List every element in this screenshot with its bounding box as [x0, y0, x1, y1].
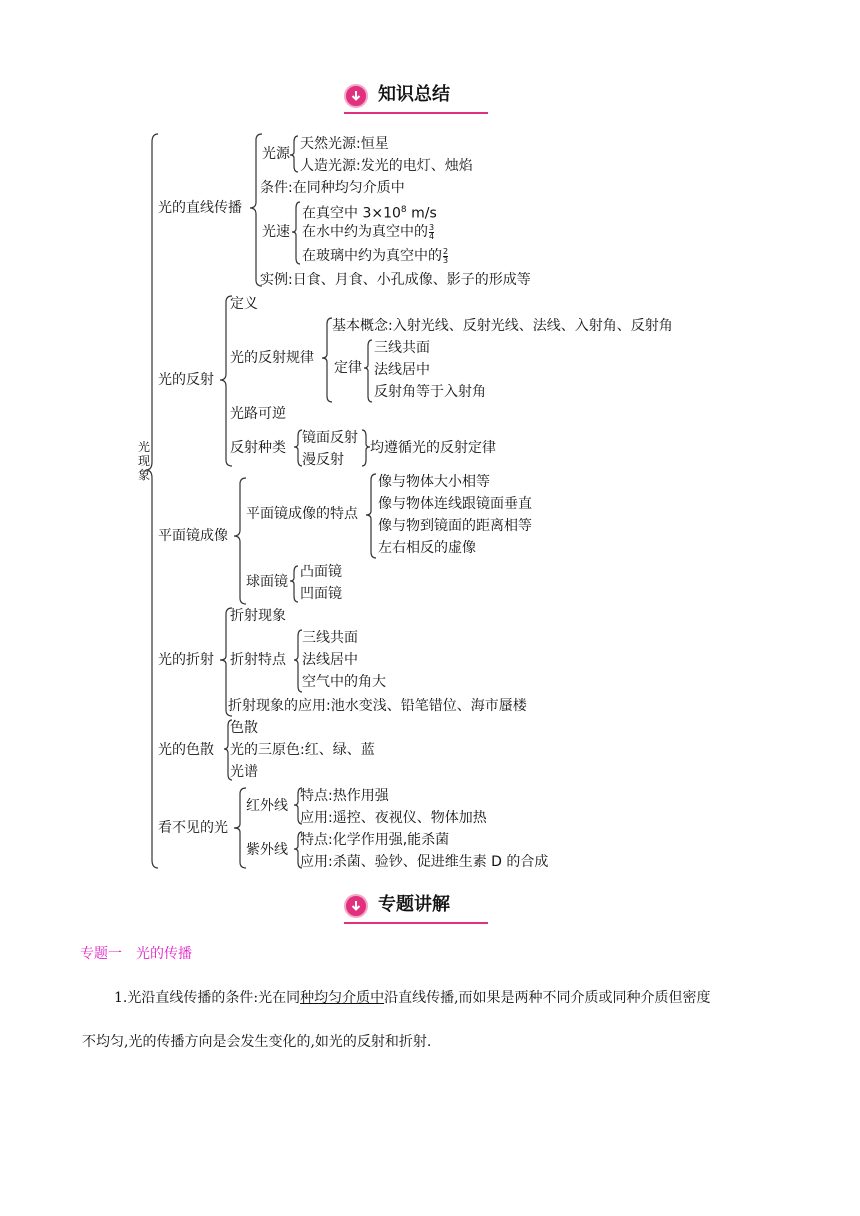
light-source-label: 光源: [262, 146, 290, 162]
basic-concepts: 基本概念:入射光线、反射光线、法线、入射角、反射角: [332, 318, 673, 334]
feature-1: 像与物体大小相等: [378, 474, 490, 490]
plane-mirror-features-label: 平面镜成像的特点: [246, 506, 358, 522]
artificial-source: 人造光源:发光的电灯、烛焰: [300, 158, 473, 174]
branch-plane-mirror: 平面镜成像: [158, 528, 228, 544]
natural-source: 天然光源:恒星: [300, 136, 389, 152]
topic-explanation-header: [344, 892, 494, 928]
light-speed-label: 光速: [262, 224, 290, 240]
feature-3: 像与物到镜面的距离相等: [378, 518, 532, 534]
refraction-feature-2: 法线居中: [302, 652, 358, 668]
feature-2: 像与物体连线跟镜面垂直: [378, 496, 532, 512]
tree-root-label: 光现象: [137, 440, 150, 482]
speed-glass: 在玻璃中约为真空中的 $\frac{2}{3}$: [302, 246, 449, 265]
refraction-features-label: 折射特点: [230, 652, 286, 668]
examples: 实例:日食、月食、小孔成像、影子的形成等: [260, 272, 531, 288]
feature-4: 左右相反的虚像: [378, 540, 476, 556]
branch-refraction: 光的折射: [158, 652, 214, 668]
branch-invisible-light: 看不见的光: [158, 820, 228, 836]
convex-mirror: 凸面镜: [300, 564, 342, 580]
infrared-use: 应用:遥控、夜视仪、物体加热: [300, 810, 487, 826]
dispersion-item-1: 色散: [230, 720, 258, 736]
diffuse-reflection: 漫反射: [302, 452, 344, 468]
branch-light-straight: 光的直线传播: [158, 200, 242, 216]
refraction-phenomenon: 折射现象: [230, 608, 286, 624]
concave-mirror: 凹面镜: [300, 586, 342, 602]
infrared-label: 红外线: [246, 798, 288, 814]
section-title: 专题一 光的传播: [80, 946, 192, 962]
reflection-types-label: 反射种类: [230, 440, 286, 456]
rule-3: 反射角等于入射角: [374, 384, 486, 400]
dispersion-item-3: 光谱: [230, 764, 258, 780]
ultraviolet-label: 紫外线: [246, 842, 288, 858]
header-title: 专题讲解: [378, 894, 450, 915]
rule-1: 三线共面: [374, 340, 430, 356]
spherical-mirror-label: 球面镜: [246, 574, 288, 590]
specular-reflection: 镜面反射: [302, 430, 358, 446]
types-note: 均遵循光的反射定律: [370, 440, 496, 456]
branch-reflection: 光的反射: [158, 372, 214, 388]
header-title: 知识总结: [378, 84, 450, 105]
law-rule-label: 定律: [334, 360, 362, 376]
paragraph-line-2: 不均匀,光的传播方向是会发生变化的,如光的反射和折射.: [82, 1034, 432, 1050]
reversible: 光路可逆: [230, 406, 286, 422]
ultraviolet-use: 应用:杀菌、验钞、促进维生素 D 的合成: [300, 854, 549, 870]
header-underline: [344, 922, 488, 924]
speed-vacuum: 在真空中 $3\times 10^8$ m/s: [302, 205, 437, 222]
reflection-law-label: 光的反射规律: [230, 350, 314, 366]
condition: 条件:在同种均匀介质中: [260, 180, 405, 196]
refraction-application: 折射现象的应用:池水变浅、铅笔错位、海市蜃楼: [228, 698, 527, 714]
definition: 定义: [230, 296, 258, 312]
refraction-feature-1: 三线共面: [302, 630, 358, 646]
down-arrow-circle-icon: [344, 894, 368, 918]
branch-dispersion: 光的色散: [158, 742, 214, 758]
rule-2: 法线居中: [374, 362, 430, 378]
ultraviolet-feature: 特点:化学作用强,能杀菌: [300, 832, 450, 848]
infrared-feature: 特点:热作用强: [300, 788, 389, 804]
speed-water: 在水中约为真空中的 $\frac{3}{4}$: [302, 222, 435, 241]
paragraph-line-1: 1.光沿直线传播的条件:光在同种均匀介质中沿直线传播,而如果是两种不同介质或同种介质但密度: [114, 990, 711, 1006]
refraction-feature-3: 空气中的角大: [302, 674, 386, 690]
dispersion-item-2: 光的三原色:红、绿、蓝: [230, 742, 375, 758]
